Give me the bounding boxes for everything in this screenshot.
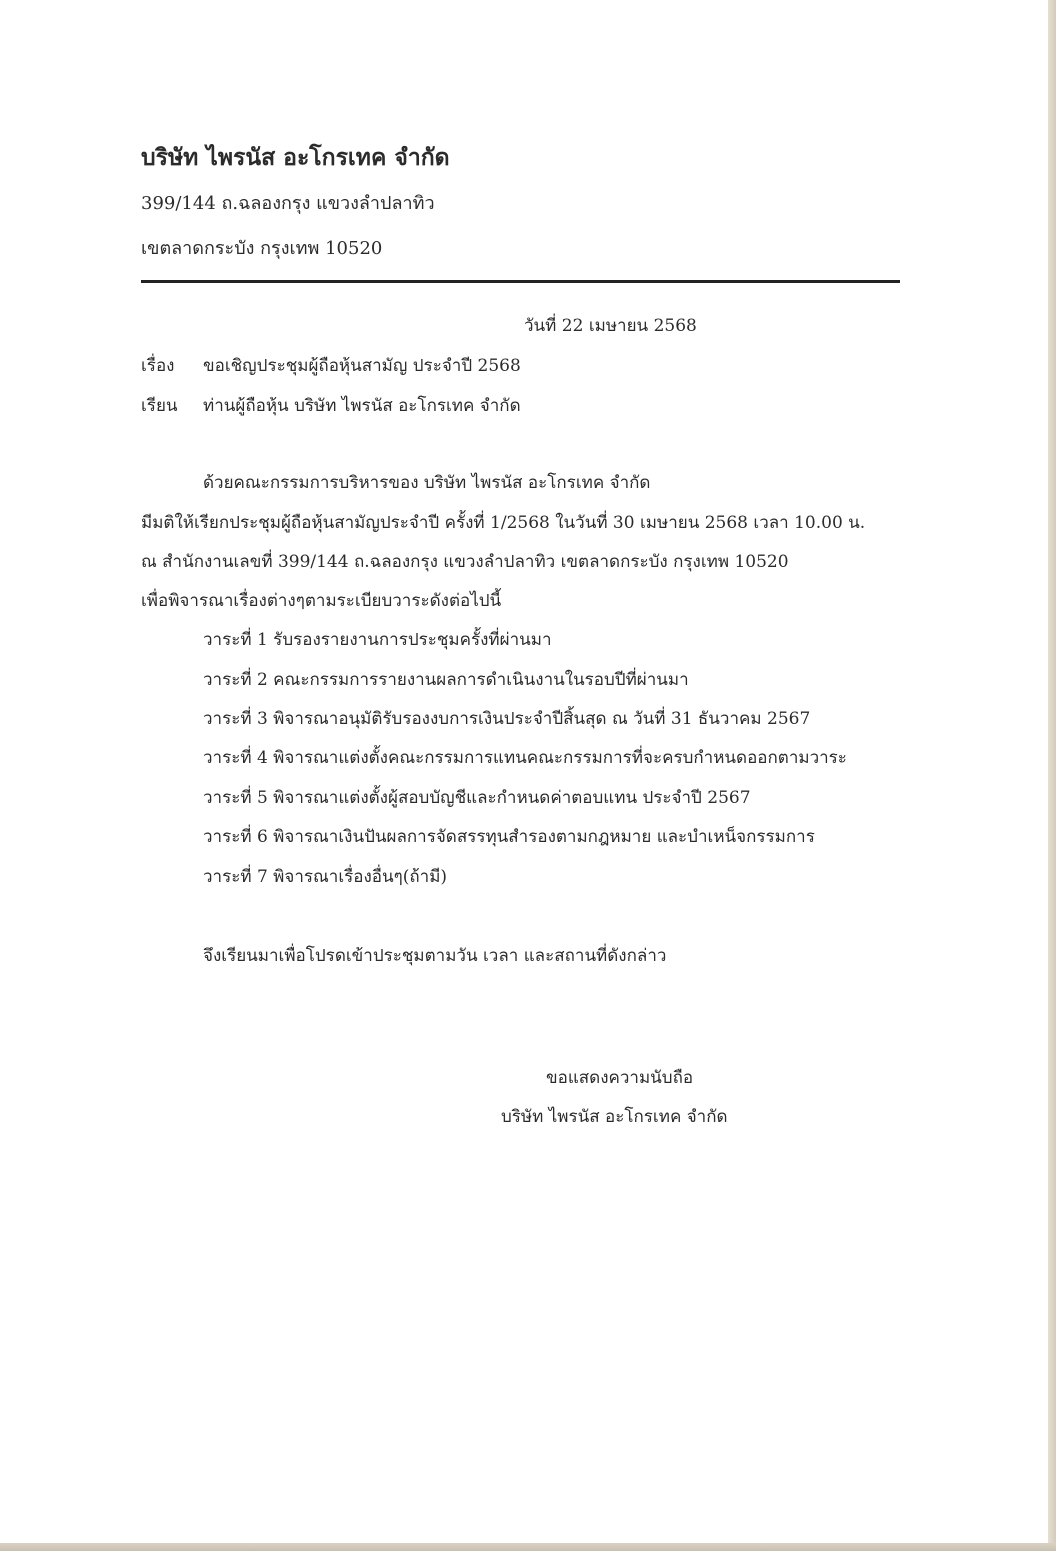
body-line-2: มีมติให้เรียกประชุมผู้ถือหุ้นสามัญประจำปี ครั้งที่ 1/2568 ในวันที่ 30 เมษายน 2568 เวลา 10.00 น.	[141, 513, 866, 533]
signature-company: บริษัท ไพรนัส อะโกรเทค จำกัด	[501, 1107, 728, 1127]
company-address-line-2: เขตลาดกระบัง กรุงเทพ 10520	[141, 238, 383, 259]
company-address-line-1: 399/144 ถ.ฉลองกรุง แขวงลำปลาทิว	[141, 193, 435, 214]
subject-label: เรื่อง	[141, 356, 175, 376]
agenda-item-4: วาระที่ 4 พิจารณาแต่งตั้งคณะกรรมการแทนคณะกรรมการที่จะครบกำหนดออกตามวาระ	[203, 748, 847, 768]
closing-text: จึงเรียนมาเพื่อโปรดเข้าประชุมตามวัน เวลา และสถานที่ดังกล่าว	[203, 946, 667, 966]
body-line-3: ณ สำนักงานเลขที่ 399/144 ถ.ฉลองกรุง แขวงลำปลาทิว เขตลาดกระบัง กรุงเทพ 10520	[141, 552, 789, 572]
agenda-item-3: วาระที่ 3 พิจารณาอนุมัติรับรองงบการเงินประจำปีสิ้นสุด ณ วันที่ 31 ธันวาคม 2567	[203, 709, 811, 729]
recipient-label: เรียน	[141, 396, 178, 416]
regards-text: ขอแสดงความนับถือ	[546, 1068, 694, 1088]
agenda-item-5: วาระที่ 5 พิจารณาแต่งตั้งผู้สอบบัญชีและกำหนดค่าตอบแทน ประจำปี 2567	[203, 788, 751, 808]
agenda-item-1: วาระที่ 1 รับรองรายงานการประชุมครั้งที่ผ่านมา	[203, 630, 552, 650]
subject-text: ขอเชิญประชุมผู้ถือหุ้นสามัญ ประจำปี 2568	[203, 356, 521, 376]
body-line-4: เพื่อพิจารณาเรื่องต่างๆตามระเบียบวาระดังต่อไปนี้	[141, 591, 502, 611]
recipient-text: ท่านผู้ถือหุ้น บริษัท ไพรนัส อะโกรเทค จำกัด	[203, 396, 521, 416]
letter-date: วันที่ 22 เมษายน 2568	[524, 316, 697, 336]
page-edge-right	[1048, 0, 1056, 1551]
agenda-item-7: วาระที่ 7 พิจารณาเรื่องอื่นๆ(ถ้ามี)	[203, 867, 448, 887]
page-edge-bottom	[0, 1543, 1056, 1551]
agenda-item-6: วาระที่ 6 พิจารณาเงินปันผลการจัดสรรทุนสำรองตามกฎหมาย และบำเหน็จกรรมการ	[203, 827, 815, 847]
header-divider	[141, 280, 900, 283]
company-name: บริษัท ไพรนัส อะโกรเทค จำกัด	[141, 144, 450, 171]
agenda-item-2: วาระที่ 2 คณะกรรมการรายงานผลการดำเนินงานในรอบปีที่ผ่านมา	[203, 670, 689, 690]
body-line-1: ด้วยคณะกรรมการบริหารของ บริษัท ไพรนัส อะโกรเทค จำกัด	[203, 473, 651, 493]
